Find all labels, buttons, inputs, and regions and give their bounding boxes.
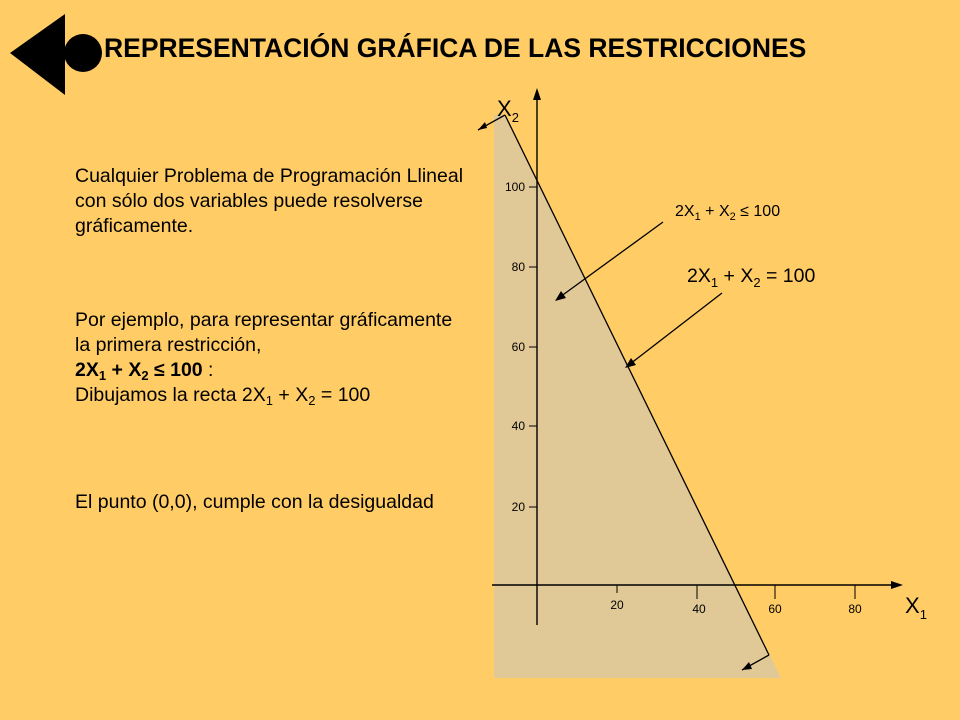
draw-line-text: Dibujamos la recta $2X_1 + X_2 = 100$ <box>75 384 371 408</box>
y-tick-label: 20 <box>511 500 525 514</box>
y-axis-label: $X_2$ <box>497 96 519 125</box>
x-tick-80 <box>848 585 862 616</box>
x-tick-label: 20 <box>610 598 624 612</box>
intro-paragraph: Cualquier Problema de Programación Llineal con sólo dos variables puede resolverse gráficamente. <box>75 165 464 237</box>
x-tick-label: 80 <box>848 602 862 616</box>
page-title: REPRESENTACIÓN GRÁFICA DE LAS RESTRICCIONES <box>104 33 807 63</box>
x-axis-label: $X_1$ <box>905 593 927 622</box>
inequality-label: $2X_1 + X_2 \le 100$ <box>675 203 781 223</box>
x-tick-60 <box>768 585 782 616</box>
y-tick-label: 100 <box>504 180 525 194</box>
y-tick-label: 80 <box>511 260 525 274</box>
equation-label: $2X_1 + X_2 = 100$ <box>687 265 816 290</box>
x-tick-label: 60 <box>768 602 782 616</box>
origin-paragraph: El punto (0,0), cumple con la desigualdad <box>75 491 434 513</box>
x-axis-arrow <box>891 581 903 589</box>
example-paragraph: Por ejemplo, para representar gráficamente la primera restricción, $2X_1 + X_2 \le 100$ : Dibujamos la recta $2X_1 + X_2 = 100$ <box>75 309 453 408</box>
restriction-inequality: $2X_1 + X_2 \le 100$ <box>75 359 203 383</box>
x-tick-label: 40 <box>692 602 706 616</box>
equation-pointer-arrow <box>625 293 722 368</box>
y-tick-label: 60 <box>511 340 525 354</box>
example-intro: Por ejemplo, para representar gráficamente la primera restricción, <box>75 309 453 356</box>
y-tick-label: 40 <box>511 419 525 433</box>
y-axis-arrow <box>533 88 541 100</box>
